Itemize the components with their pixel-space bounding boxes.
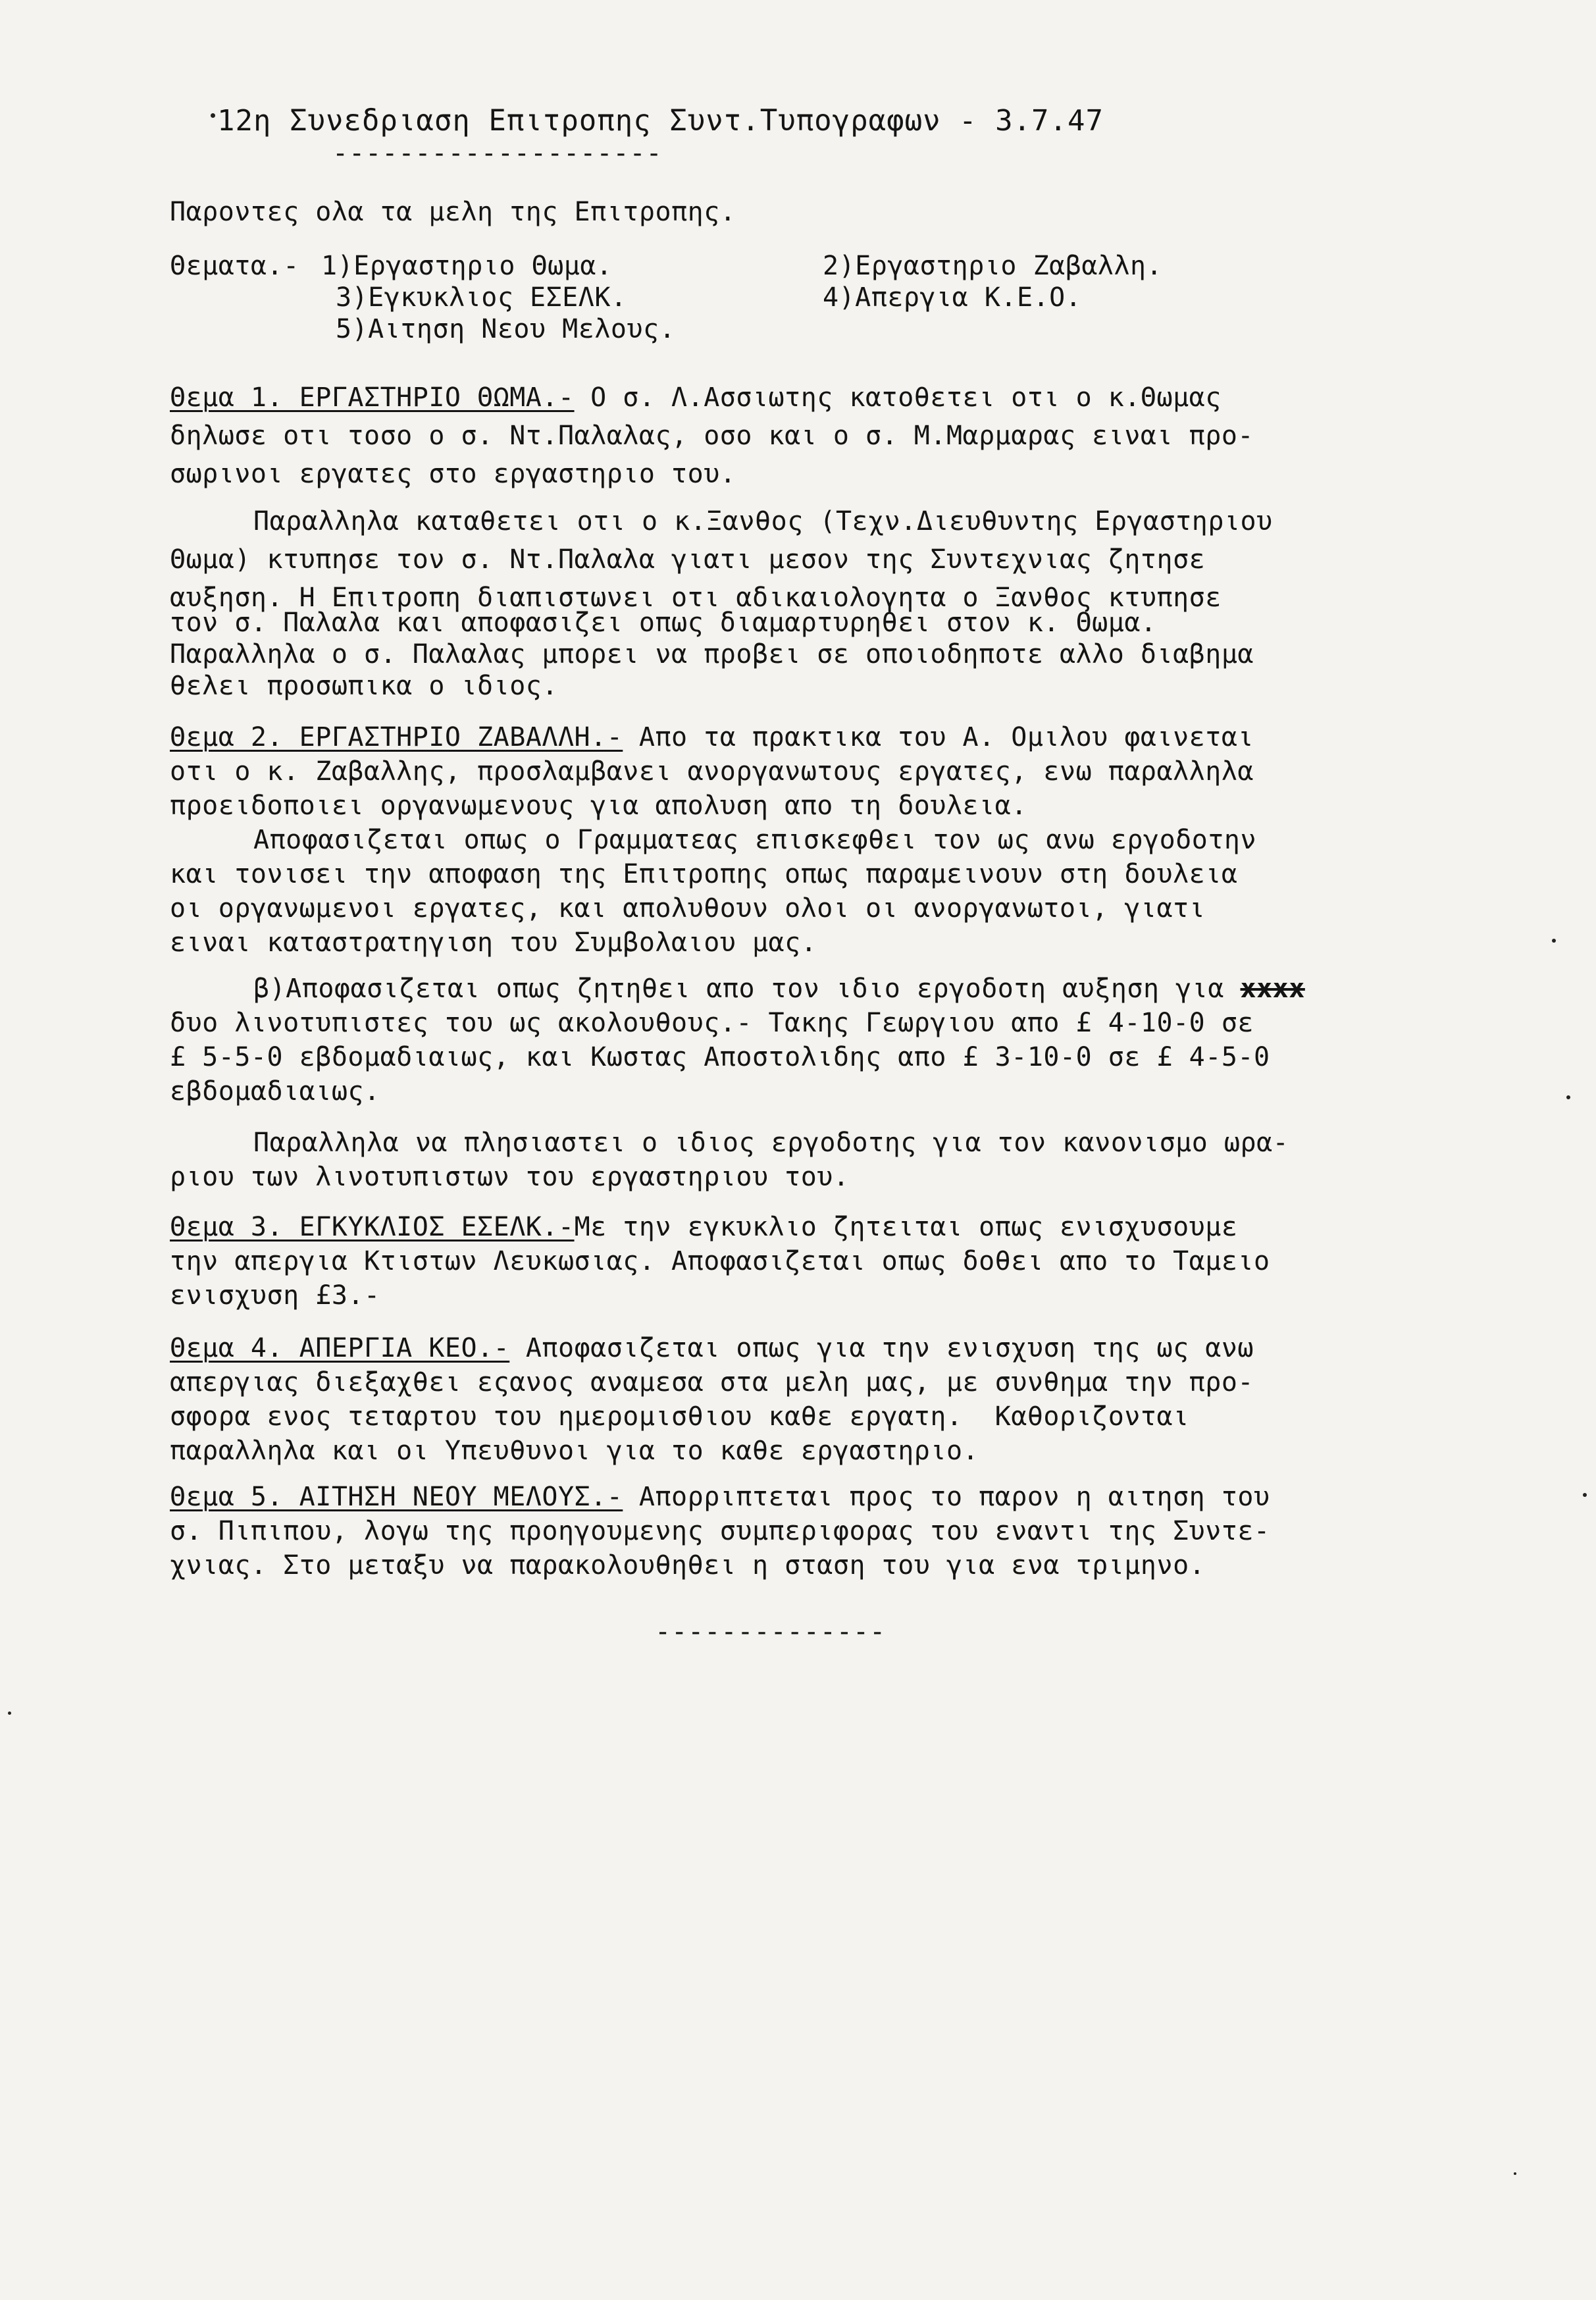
topic-2-line: εβδομαδιαιως. <box>170 1076 380 1107</box>
topic-2-line: προειδοποιει οργανωμενους για απολυση απο τη δουλεια. <box>170 791 1027 821</box>
ink-speck <box>8 1712 11 1715</box>
topic-2-line: οι οργανωμενοι εργατες, και απολυθουν ολοι οι ανοργανωτοι, γιατι <box>170 893 1206 924</box>
topic-5-line: σ. Πιπιπου, λογω της προηγουμενης συμπεριφορας του εναντι της Συντε- <box>170 1516 1270 1546</box>
document-title: 12η Συνεδριαση Επιτροπης Συντ.Τυπογραφων - 3.7.47 <box>217 104 1104 138</box>
topic-3-line: ενισχυση £3.- <box>170 1280 380 1311</box>
topic-1-line: τον σ. Παλαλα και αποφασιζει οπως διαμαρτυρηθει στον κ. Θωμα. <box>170 608 1157 638</box>
topic-2-line: δυο λινοτυπιστες του ως ακολουθους.- Τακης Γεωργιου απο £ 4-10-0 σε <box>170 1008 1254 1038</box>
attendance-line: Παροντες ολα τα μελη της Επιτροπης. <box>170 197 736 227</box>
agenda-item-1: 1)Εργαστηριο Θωμα. <box>321 251 613 281</box>
topic-5-line: χνιας. Στο μεταξυ να παρακολουθηθει η σταση του για ενα τριμηνο. <box>170 1550 1206 1581</box>
ink-speck <box>1552 939 1556 943</box>
topic-1-line: Θωμα) κτυπησε τον σ. Ντ.Παλαλα γιατι μεσον της Συντεχνιας ζητησε <box>170 544 1206 575</box>
footer-rule: -------------- <box>655 1617 887 1647</box>
topic-2-line: ριου των λινοτυπιστων του εργαστηριου του. <box>170 1162 850 1192</box>
ink-speck <box>1566 1095 1570 1099</box>
topic-3-first-line: Θεμα 3. ΕΓΚΥΚΛΙΟΣ ΕΣΕΛΚ.-Με την εγκυκλιο ζητειται οπως ενισχυσουμε <box>170 1212 1238 1242</box>
topic-1-heading: Θεμα 1. ΕΡΓΑΣΤΗΡΙΟ ΘΩΜΑ.- <box>170 382 575 413</box>
topic-2-line: και τονισει την αποφαση της Επιτροπης οπως παραμεινουν στη δουλεια <box>170 859 1238 889</box>
ink-speck <box>1514 2172 1516 2175</box>
topic-2-line: Αποφασιζεται οπως ο Γραμματεας επισκεφθει τον ως ανω εργοδοτην <box>253 825 1257 855</box>
topic-4-heading: Θεμα 4. ΑΠΕΡΓΙΑ ΚΕΟ.- <box>170 1333 510 1363</box>
agenda-item-5: 5)Αιτηση Νεου Μελους. <box>336 314 676 344</box>
topic-2-line: β)Αποφασιζεται οπως ζητηθει απο τον ιδιο εργοδοτη αυξηση για xxxx <box>253 974 1305 1004</box>
topic-2-line: ειναι καταστρατηγιση του Συμβολαιου μας. <box>170 928 817 958</box>
topic-5-first-line: Θεμα 5. ΑΙΤΗΣΗ ΝΕΟΥ ΜΕΛΟΥΣ.- Απορριπτεται προς το παρον η αιτηση του <box>170 1482 1270 1512</box>
topic-4-line: απεργιας διεξαχθει εςανος αναμεσα στα μελη μας, με συνθημα την προ- <box>170 1367 1254 1398</box>
topic-1-line: Παραλληλα ο σ. Παλαλας μπορει να προβει σε οποιοδηποτε αλλο διαβημα <box>170 639 1254 669</box>
topic-4-line: σφορα ενος τεταρτου του ημερομισθιου καθε εργατη. Καθοριζονται <box>170 1401 1189 1432</box>
topic-4-first-line: Θεμα 4. ΑΠΕΡΓΙΑ ΚΕΟ.- Αποφασιζεται οπως για την ενισχυση της ως ανω <box>170 1333 1254 1363</box>
topic-3-line: την απεργια Κτιστων Λευκωσιας. Αποφασιζεται οπως δοθει απο το Ταμειο <box>170 1246 1270 1276</box>
topic-1-line: σωρινοι εργατες στο εργαστηριο του. <box>170 459 736 489</box>
topic-1-line: δηλωσε οτι τοσο ο σ. Ντ.Παλαλας, οσο και ο σ. Μ.Μαρμαρας ειναι προ- <box>170 421 1254 451</box>
topic-2-first-line: Θεμα 2. ΕΡΓΑΣΤΗΡΙΟ ΖΑΒΑΛΛΗ.- Απο τα πρακτικα του Α. Ομιλου φαινεται <box>170 722 1254 752</box>
topic-1-line: Παραλληλα καταθετει οτι ο κ.Ξανθος (Τεχν.Διευθυντης Εργαστηριου <box>253 506 1273 536</box>
topic-3-heading: Θεμα 3. ΕΓΚΥΚΛΙΟΣ ΕΣΕΛΚ.- <box>170 1212 575 1242</box>
topic-2-line: Παραλληλα να πλησιαστει ο ιδιος εργοδοτης για τον κανονισμο ωρα- <box>253 1128 1289 1158</box>
ink-speck <box>1583 1493 1587 1497</box>
topic-1-line: αυξηση. Η Επιτροπη διαπιστωνει οτι αδικαιολογητα ο Ξανθος κτυπησε <box>170 583 1222 613</box>
topic-5-heading: Θεμα 5. ΑΙΤΗΣΗ ΝΕΟΥ ΜΕΛΟΥΣ.- <box>170 1482 623 1512</box>
topic-2-line: £ 5-5-0 εβδομαδιαιως, και Κωστας Αποστολιδης απο £ 3-10-0 σε £ 4-5-0 <box>170 1042 1270 1072</box>
agenda-label: Θεματα.- <box>170 251 299 281</box>
topic-1-line: θελει προσωπικα ο ιδιος. <box>170 671 558 701</box>
topic-1-first-line: Θεμα 1. ΕΡΓΑΣΤΗΡΙΟ ΘΩΜΑ.- Ο σ. Λ.Ασσιωτης κατοθετει οτι ο κ.Θωμας <box>170 382 1222 413</box>
topic-2-line: οτι ο κ. Ζαβαλλης, προσλαμβανει ανοργανωτους εργατες, ενω παραλληλα <box>170 756 1254 787</box>
struck-text: xxxx <box>1240 974 1305 1004</box>
agenda-item-3: 3)Εγκυκλιος ΕΣΕΛΚ. <box>336 282 627 313</box>
topic-4-line: παραλληλα και οι Υπευθυνοι για το καθε εργαστηριο. <box>170 1436 979 1466</box>
ink-speck <box>211 113 215 118</box>
agenda-item-2: 2)Εργαστηριο Ζαβαλλη. <box>823 251 1163 281</box>
title-rule: -------------------- <box>332 138 663 169</box>
topic-2-heading: Θεμα 2. ΕΡΓΑΣΤΗΡΙΟ ΖΑΒΑΛΛΗ.- <box>170 722 623 752</box>
agenda-item-4: 4)Απεργια Κ.Ε.Ο. <box>823 282 1082 313</box>
